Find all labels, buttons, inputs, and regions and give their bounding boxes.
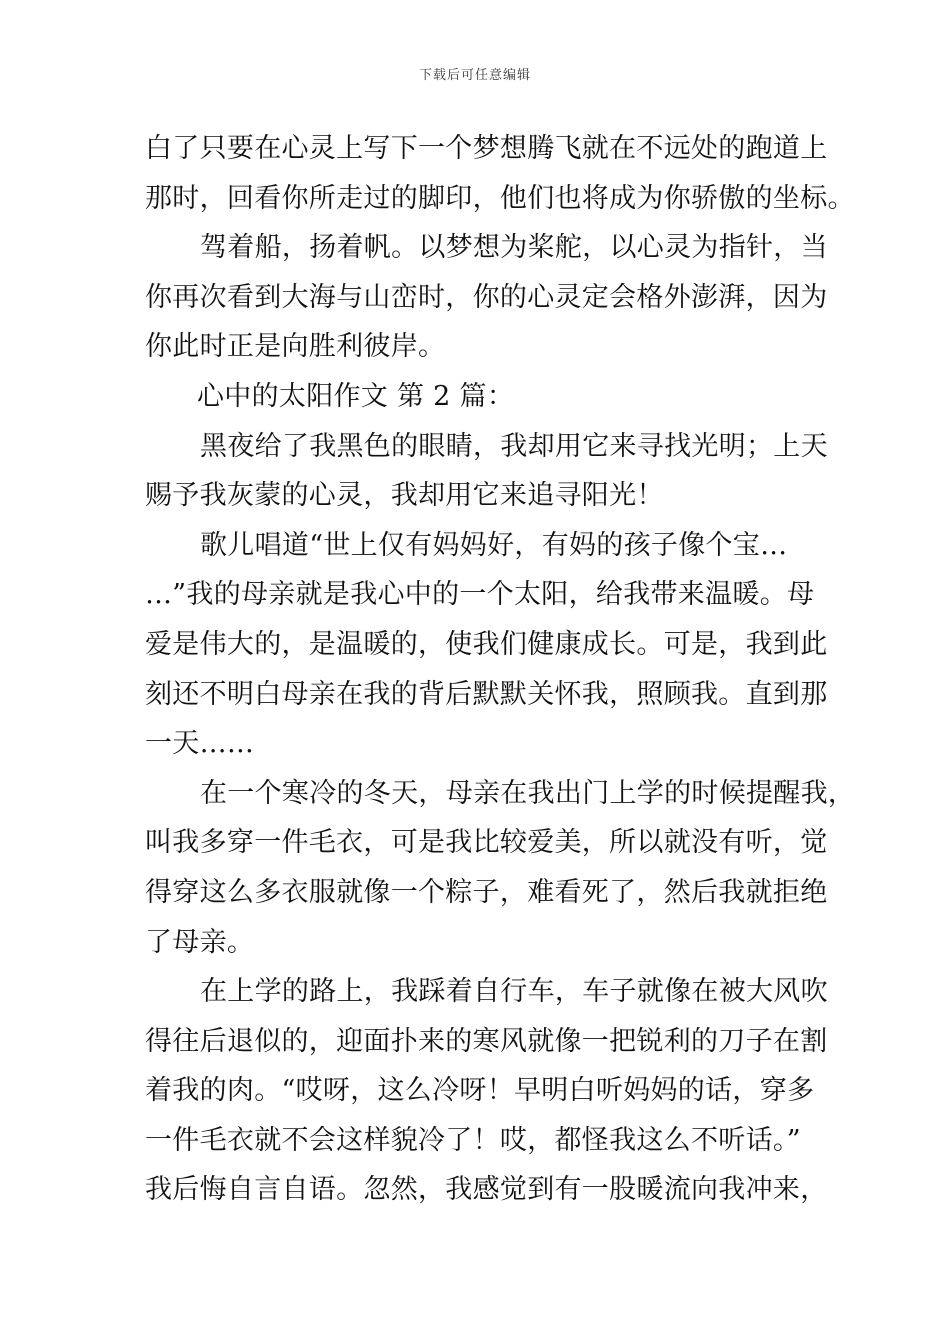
text-line: 在一个寒冷的冬天，母亲在我出门上学的时候提醒我，: [200, 777, 856, 809]
header-note: 下载后可任意编辑: [418, 68, 531, 83]
text-line: 你再次看到大海与山峦时，你的心灵定会格外澎湃，因为: [145, 281, 828, 313]
text-line: 歌儿唱道“世上仅有妈妈好，有妈的孩子像个宝…: [200, 529, 788, 561]
text-line: 黑夜给了我黑色的眼睛，我却用它来寻找光明；上天: [200, 430, 828, 462]
text-line: 你此时正是向胜利彼岸。: [145, 331, 446, 363]
text-line: 白了只要在心灵上写下一个梦想腾飞就在不远处的跑道上: [145, 133, 828, 164]
text-line: 驾着船，扬着帆。以梦想为桨舵，以心灵为指针，当: [200, 232, 828, 264]
text-line: 了母亲。: [145, 926, 255, 958]
text-line: 得穿这么多衣服就像一个粽子，难看死了，然后我就拒绝: [145, 876, 828, 908]
text-line: 刻还不明白母亲在我的背后默默关怀我，照顾我。直到那: [145, 678, 828, 710]
text-line: 爱是伟大的，是温暖的，使我们健康成长。可是，我到此: [145, 628, 828, 660]
section-heading: 心中的太阳作文 第 2 篇：: [197, 380, 515, 412]
text-line: 赐予我灰蒙的心灵，我却用它来追寻阳光！: [145, 480, 664, 512]
text-line: 叫我多穿一件毛衣，可是我比较爱美，所以就没有听，觉: [145, 827, 828, 859]
text-line: 一件毛衣就不会这样貌冷了！哎，都怪我这么不听话。”: [145, 1124, 801, 1156]
text-line: 我后悔自言自语。忽然，我感觉到有一股暖流向我冲来，: [145, 1174, 828, 1206]
text-line: 那时，回看你所走过的脚印，他们也将成为你骄傲的坐标。: [145, 182, 855, 214]
text-line: 一天……: [145, 728, 255, 760]
text-line: …”我的母亲就是我心中的一个太阳，给我带来温暖。母: [145, 579, 815, 611]
document-body: [145, 124, 856, 1215]
text-line: 着我的肉。“哎呀，这么冷呀！早明白听妈妈的话，穿多: [145, 1075, 815, 1107]
text-line: 得往后退似的，迎面扑来的寒风就像一把锐利的刀子在割: [145, 1025, 828, 1057]
text-line: 在上学的路上，我踩着自行车，车子就像在被大风吹: [200, 976, 828, 1008]
